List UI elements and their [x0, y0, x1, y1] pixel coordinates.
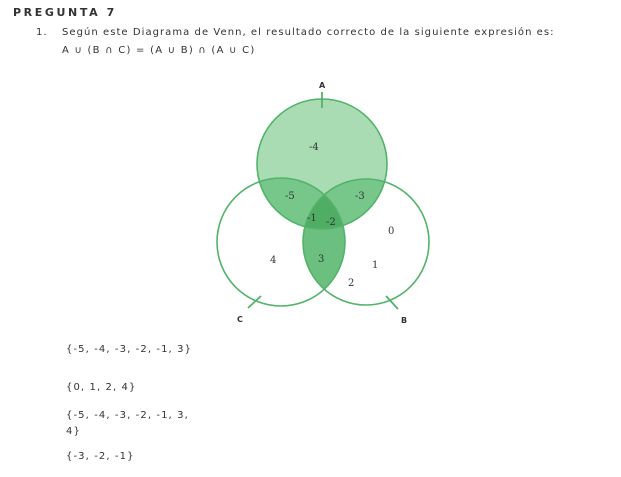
- region-a-c-value: -5: [285, 191, 295, 202]
- set-a-label: A: [319, 81, 326, 90]
- region-a-only-value: -4: [309, 142, 319, 153]
- answer-option-3[interactable]: {-5, -4, -3, -2, -1, 3, 4}: [66, 410, 189, 437]
- region-c-only-value: 4: [270, 255, 277, 266]
- region-b-only-bottom-value: 2: [348, 278, 355, 289]
- region-b-only-top-value: 0: [388, 226, 395, 237]
- set-expression: A ∪ (B ∩ C) = (A ∪ B) ∩ (A ∪ C): [62, 45, 256, 56]
- region-a-b-value: -3: [355, 191, 365, 202]
- set-c-label: C: [237, 315, 243, 324]
- answer-option-2[interactable]: {0, 1, 2, 4}: [66, 382, 137, 393]
- set-b-label: B: [401, 316, 408, 325]
- region-b-only-mid-value: 1: [372, 260, 379, 271]
- question-heading: PREGUNTA 7: [13, 6, 117, 19]
- question-number: 1.: [36, 27, 48, 38]
- answer-option-4[interactable]: {-3, -2, -1}: [66, 451, 135, 462]
- answer-option-1[interactable]: {-5, -4, -3, -2, -1, 3}: [66, 344, 193, 355]
- region-abc-left-value: -1: [307, 213, 317, 224]
- region-abc-right-value: -2: [326, 217, 336, 228]
- region-b-c-value: 3: [318, 254, 325, 265]
- question-statement: Según este Diagrama de Venn, el resultado correcto de la siguiente expresión es:: [62, 27, 555, 38]
